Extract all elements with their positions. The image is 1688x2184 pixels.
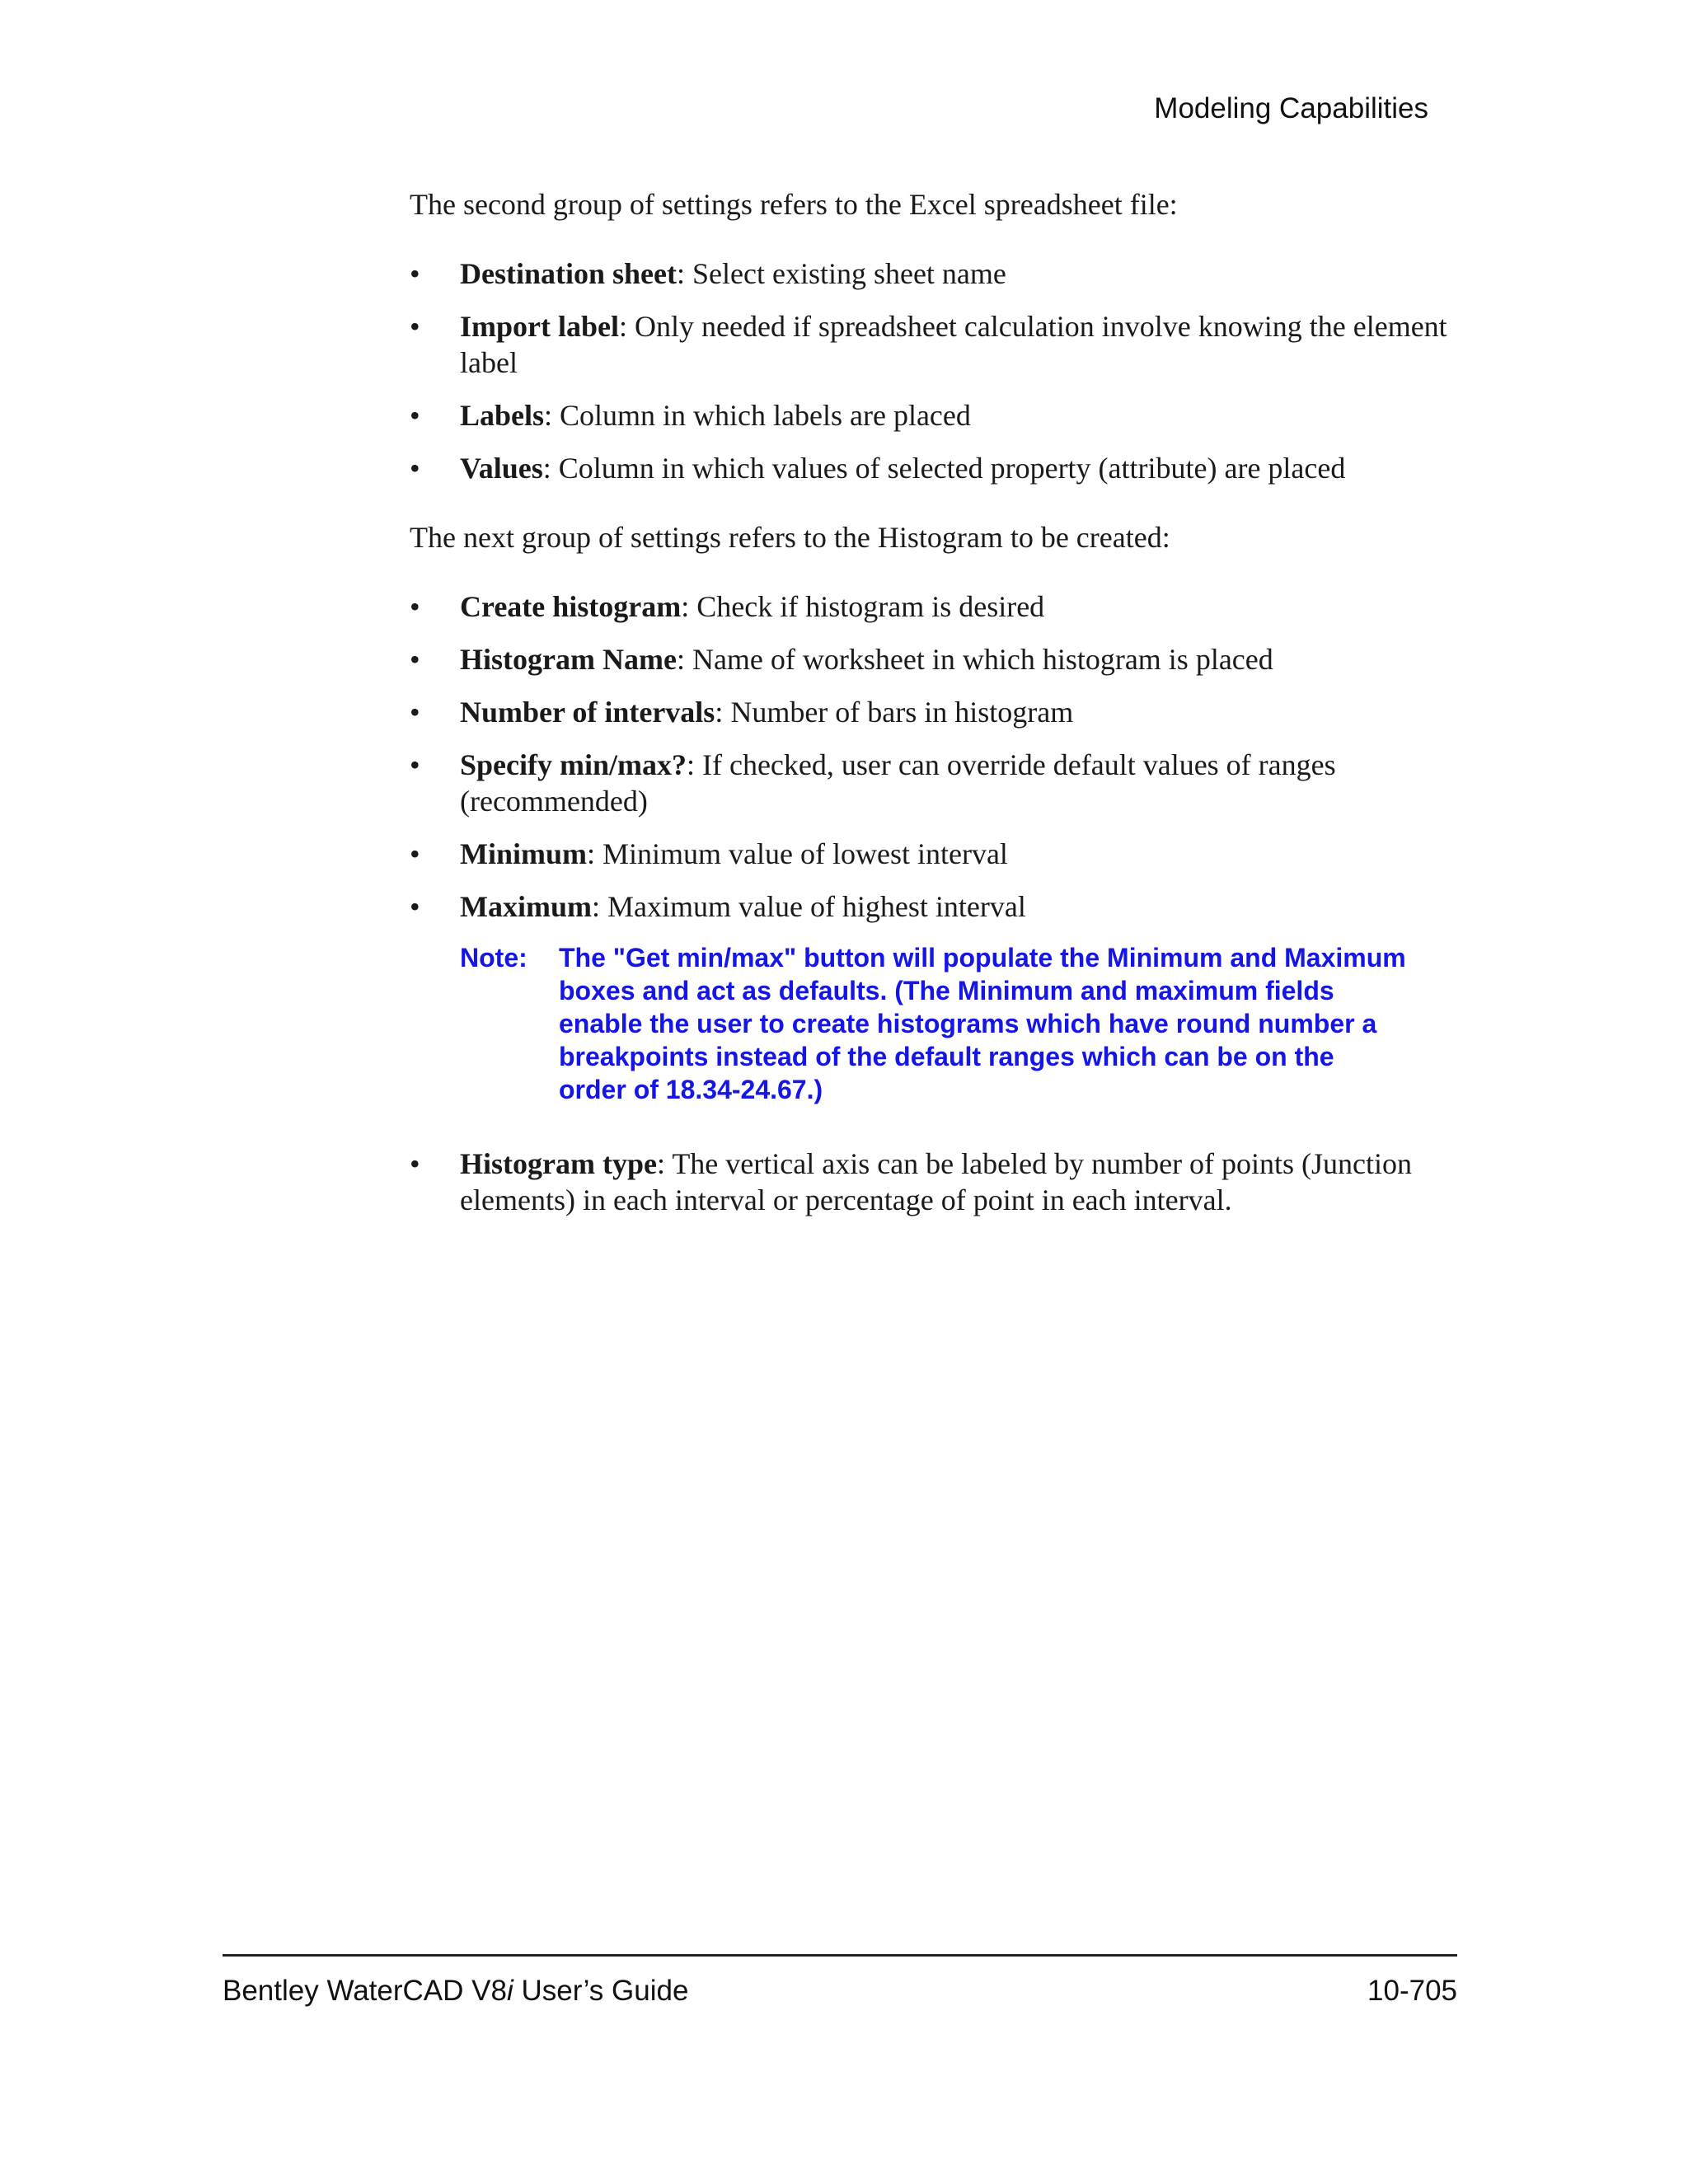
- footer-product-italic: i: [506, 1975, 513, 2007]
- description: : Only needed if spreadsheet calculation involve knowing the element label: [460, 310, 1447, 379]
- list-item: [410, 255, 1456, 292]
- list-item: [410, 308, 1456, 381]
- excel-settings-list: [410, 255, 1456, 486]
- term: Labels: [460, 399, 545, 432]
- term: Create histogram: [460, 590, 682, 623]
- description: : Select existing sheet name: [677, 257, 1006, 290]
- list-item: [410, 588, 1456, 625]
- term: Maximum: [460, 890, 592, 923]
- list-item: [410, 641, 1456, 677]
- description: : Maximum value of highest interval: [591, 890, 1026, 923]
- term: Number of intervals: [460, 696, 715, 729]
- term: Destination sheet: [460, 257, 677, 290]
- list-item: [410, 694, 1456, 730]
- running-header: Modeling Capabilities: [1154, 92, 1428, 124]
- footer-product: Bentley WaterCAD V8: [223, 1975, 507, 2007]
- bullet-icon: •: [410, 748, 420, 781]
- intro-histogram-settings: The next group of settings refers to the Histogram to be created:: [410, 521, 1170, 554]
- bullet-icon: •: [410, 837, 420, 870]
- description: : Column in which labels are placed: [544, 399, 971, 432]
- list-item: [410, 747, 1456, 819]
- list-item: [410, 450, 1456, 486]
- bullet-icon: •: [410, 399, 420, 432]
- description: : If checked, user can override default values of ranges (recommended): [460, 748, 1336, 818]
- bullet-icon: •: [410, 310, 420, 343]
- note-callout: [460, 941, 1408, 1106]
- bullet-icon: •: [410, 643, 420, 676]
- description: : The vertical axis can be labeled by number of points (Junction elements) in each interval or percentage of point in each interval.: [460, 1147, 1413, 1216]
- page-body: [410, 186, 1456, 1251]
- list-item: [410, 888, 1456, 925]
- page-number: 10-705: [1367, 1975, 1457, 2007]
- term: Specify min/max?: [460, 748, 687, 781]
- term: Minimum: [460, 837, 588, 870]
- note-text: The "Get min/max" button will populate the Minimum and Maximum boxes and act as defaults. (The Minimum and maximum fields enable the user to create histograms which have round number a breakpoints instead of the default ranges which can be on the order of 18.34-24.67.): [559, 943, 1406, 1104]
- description: : Column in which values of selected property (attribute) are placed: [542, 452, 1346, 485]
- bullet-icon: •: [410, 452, 420, 485]
- term: Import label: [460, 310, 619, 343]
- term: Histogram Name: [460, 643, 677, 676]
- note-label: Note:: [460, 943, 528, 972]
- histogram-settings-list: [410, 588, 1456, 925]
- description: : Name of worksheet in which histogram is placed: [676, 643, 1273, 676]
- footer-divider: [223, 1954, 1457, 1957]
- list-item: [410, 1146, 1456, 1218]
- histogram-type-list: [410, 1146, 1456, 1218]
- bullet-icon: •: [410, 257, 420, 290]
- description: : Minimum value of lowest interval: [587, 837, 1008, 870]
- intro-excel-settings: The second group of settings refers to the Excel spreadsheet file:: [410, 188, 1178, 221]
- bullet-icon: •: [410, 1147, 420, 1180]
- list-item: [410, 836, 1456, 872]
- term: Values: [460, 452, 543, 485]
- footer-guide: User’s Guide: [513, 1975, 689, 2007]
- footer-guide-title: [223, 1971, 688, 2011]
- description: : Number of bars in histogram: [715, 696, 1074, 729]
- list-item: [410, 397, 1456, 434]
- bullet-icon: •: [410, 696, 420, 729]
- bullet-icon: •: [410, 590, 420, 623]
- bullet-icon: •: [410, 890, 420, 923]
- term: Histogram type: [460, 1147, 657, 1180]
- description: : Check if histogram is desired: [681, 590, 1045, 623]
